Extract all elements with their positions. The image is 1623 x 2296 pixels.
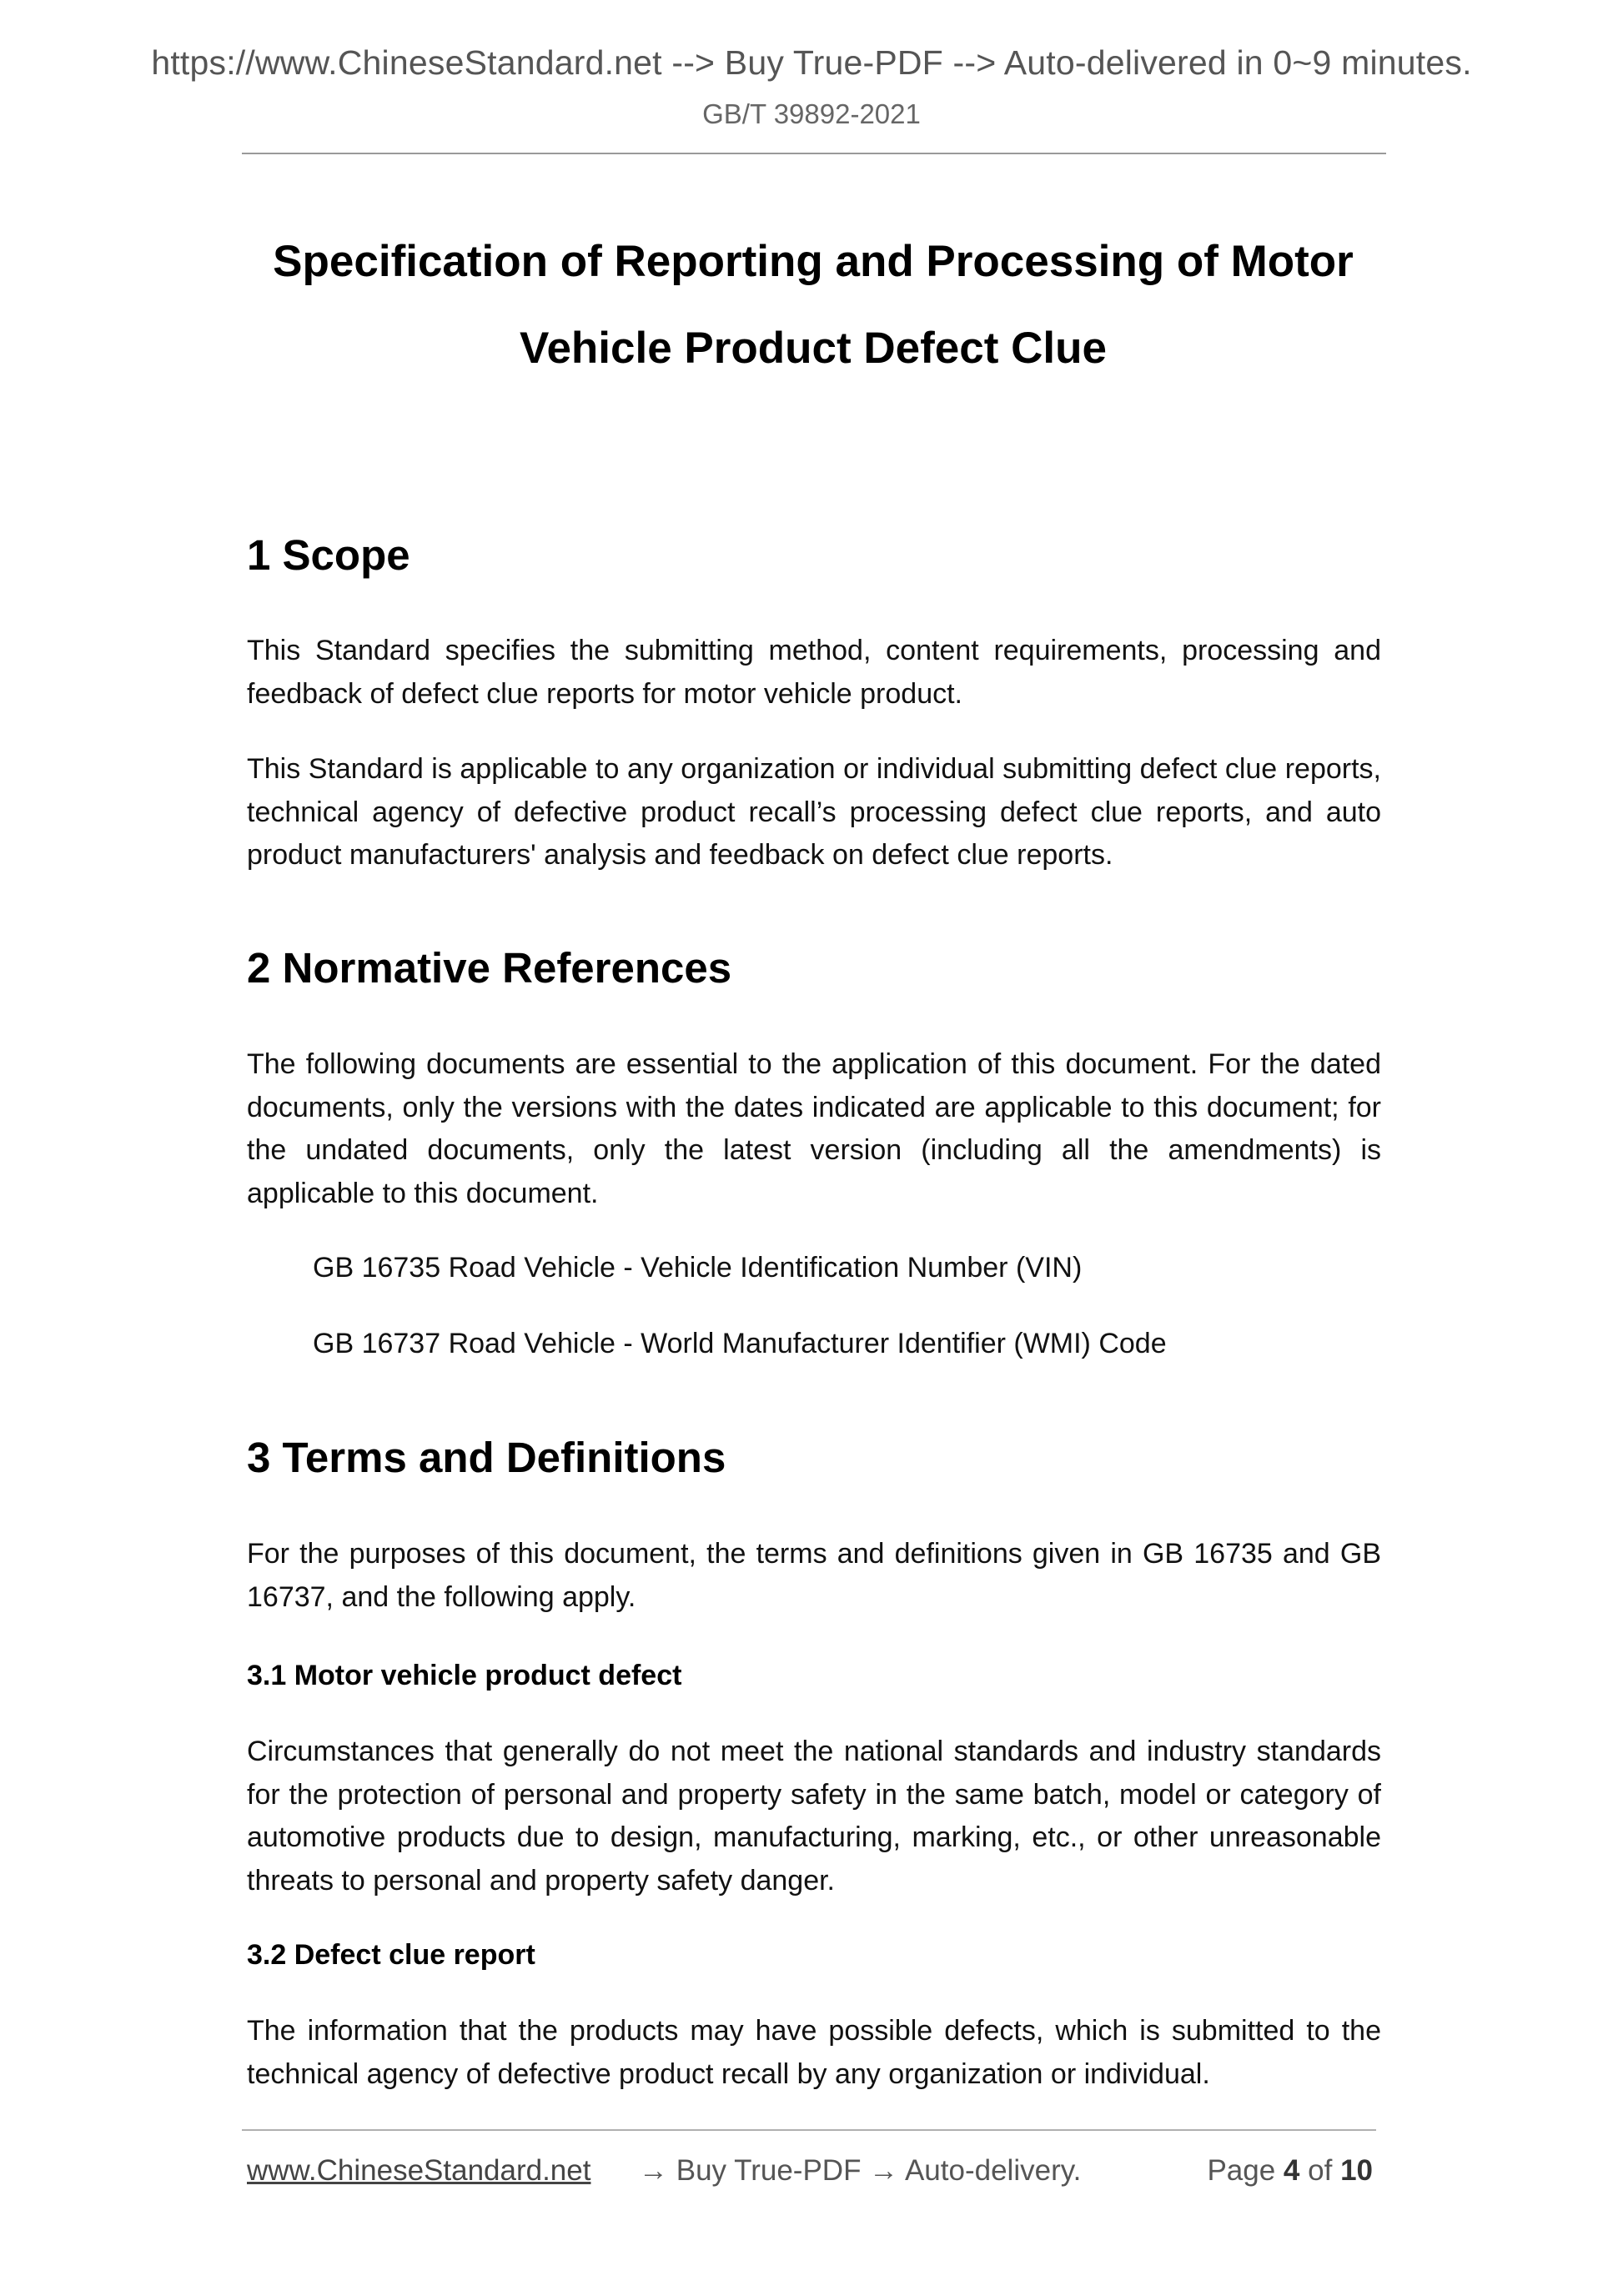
footer-website-link[interactable]: www.ChineseStandard.net [247,2154,591,2187]
reference-item: GB 16737 Road Vehicle - World Manufacturer Identifier (WMI) Code [313,1328,1167,1359]
section-heading-terms: 3 Terms and Definitions [247,1434,726,1481]
term-title: 3.2 Defect clue report [247,1939,535,1971]
section-heading-normative-references: 2 Normative References [247,944,732,992]
page-current: 4 [1283,2154,1300,2187]
page-word: Page [1207,2154,1276,2187]
page-of: of [1308,2154,1333,2187]
page-total: 10 [1340,2154,1373,2187]
footer-divider [242,2129,1376,2131]
document-title [209,219,1418,392]
footer-tagline: → Buy True-PDF → Auto-delivery. [639,2154,1082,2187]
scope-paragraph-1: This Standard specifies the submitting method, content requirements, processing and feedback of defect clue reports for motor vehicle product. [247,635,1381,710]
term-title: 3.1 Motor vehicle product defect [247,1660,682,1691]
normative-paragraph: The following documents are essential to the application of this document. For the dated documents, only the versions with the dates indicated are applicable to this document; for the undated documents, only the latest version (including all the amendments) is applicable to this document. [247,1048,1381,1209]
scope-paragraph-2: This Standard is applicable to any organization or individual submitting defect clue reports, technical agency of defective product recall’s processing defect clue reports, and auto product manufacturers' analysis and feedback on defect clue reports. [247,753,1381,871]
top-banner: https://www.ChineseStandard.net --> Buy True-PDF --> Auto-delivered in 0~9 minutes. [151,43,1472,82]
page-indicator [1207,2154,1373,2188]
title-line-2: Vehicle Product Defect Clue [520,324,1107,373]
reference-item: GB 16735 Road Vehicle - Vehicle Identification Number (VIN) [313,1252,1083,1284]
standard-code: GB/T 39892-2021 [702,98,921,129]
terms-intro-paragraph: For the purposes of this document, the terms and definitions given in GB 16735 and GB 16737, and the following apply. [247,1538,1381,1613]
header-divider [242,153,1386,154]
term-definition: The information that the products may have possible defects, which is submitted to the technical agency of defective product recall by any organization or individual. [247,2015,1381,2090]
page-footer [247,2154,1381,2196]
title-line-1: Specification of Reporting and Processing of Motor [273,237,1354,286]
term-definition: Circumstances that generally do not meet the national standards and industry standards for the protection of personal and property safety in the same batch, model or category of automotive products due to design, manufacturing, marking, etc., or other unreasonable threats to personal and property safety danger. [247,1736,1381,1897]
section-heading-scope: 1 Scope [247,531,410,579]
